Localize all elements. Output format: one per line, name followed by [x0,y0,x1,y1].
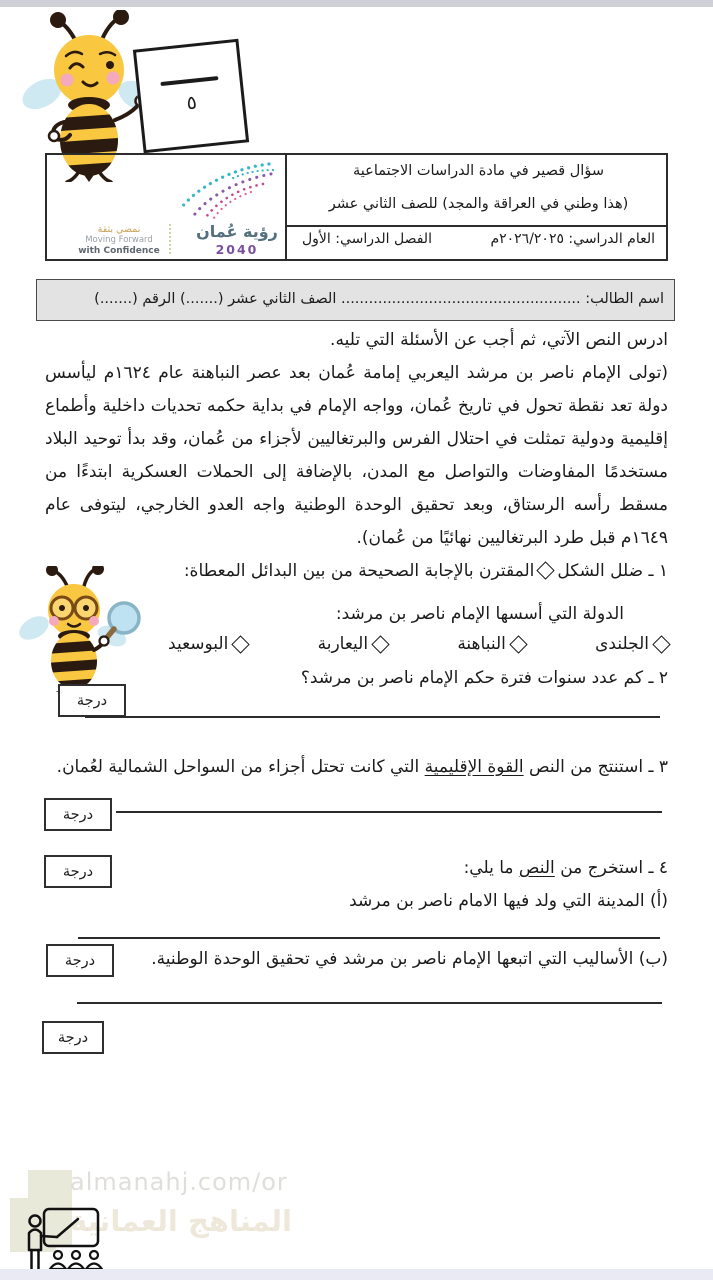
reading-passage: (تولى الإمام ناصر بن مرشد اليعربي إمامة عُمان بعد عصر النباهنة عام ١٦٢٤م ليأسس دولة تعد نقطة تحول في تاريخ عُمان، وواجه الإمام في بداية حكمه تحديات داخلية وأطماع إقليمية ودولية تمثلت في احتلال الفرس والبرتغاليين لأجزاء من عُمان، وقد بدأ توحيد البلاد مستخدمًا المفاوضات والتواصل مع المدن، بالإضافة إلى الحملات العسكرية ابتدءًا من مسقط رأسه الرستاق، وبعد تحقيق الوحدة الوطنية واجه العدو الخارجي، ليتوفى عام ١٦٤٩م قبل طرد البرتغاليين نهائيًا من عُمان). [45,363,668,548]
academic-year: العام الدراسي: ٢٠٢٦/٢٠٢٥م [490,231,655,247]
scan-bottom-edge [0,1269,713,1280]
option-label: اليعاربة [317,634,369,654]
vision-year: 2040 [215,242,259,257]
diamond-checkbox-icon [537,561,555,579]
question-4-underlined: النص [518,858,555,878]
vision-tagline-arabic: نمضي بثقة [97,224,141,235]
student-info-field[interactable]: اسم الطالب: .................................................... الصف الثاني عشر (.......) الرقم (.......) [36,279,675,321]
bee-magnifier-icon [18,566,160,696]
table-divider [285,155,287,259]
question-4-header [140,858,668,878]
exam-subject-title: سؤال قصير في مادة الدراسات الاجتماعية [353,163,604,179]
oman-vision-2040-logo [55,158,283,258]
question-4-suffix: ما يلي: [463,858,514,878]
question-1-options [168,634,668,654]
option-alyaariba[interactable] [318,634,387,654]
grade-box-q3[interactable]: درجة [44,798,112,831]
question-4b-text: (ب) الأساليب التي اتبعها الإمام ناصر بن مرشد في تحقيق الوحدة الوطنية. [151,949,668,969]
watermark-arabic: المناهج العمانية [70,1204,292,1238]
exam-unit-title: (هذا وطني في العراقة والمجد) للصف الثاني عشر [328,196,629,212]
diamond-checkbox-icon[interactable] [652,635,670,653]
option-alnabahina[interactable] [457,634,525,654]
option-label: الجلندى [595,634,649,654]
question-3-suffix: التي كانت تحتل أجزاء من السواحل الشمالية لعُمان. [56,757,420,777]
grade-box-q4[interactable]: درجة [44,855,112,888]
answer-line-q4a[interactable] [78,937,660,939]
option-label: النباهنة [457,634,506,654]
vision-name-arabic: رؤية عُمان [196,222,278,241]
diamond-checkbox-icon[interactable] [371,635,389,653]
question-3-text [45,757,668,777]
vision-tagline-en2: with Confidence [78,246,160,256]
grade-box-q4b[interactable]: درجة [46,944,114,977]
score-signboard [133,39,249,154]
answer-line-q4b[interactable] [77,1002,662,1004]
exam-term-row [292,231,665,247]
diamond-checkbox-icon[interactable] [232,635,250,653]
semester: الفصل الدراسي: الأول [302,231,432,247]
diamond-checkbox-icon[interactable] [509,635,527,653]
answer-line-q3[interactable] [116,811,662,813]
score-blank-line [160,76,218,86]
answer-line-q2[interactable] [85,716,660,718]
grade-box-q2[interactable]: درجة [58,684,126,717]
question-1-prefix: ١ ـ ضلل الشكل [557,561,668,581]
scan-top-edge [0,0,713,7]
option-aljulanda[interactable] [595,634,668,654]
instruction-line: ادرس النص الآتي، ثم أجب عن الأسئلة التي تليه. [330,330,668,350]
vision-tagline [77,224,161,257]
question-1-suffix: المقترن بالإجابة الصحيحة من بين البدائل المعطاة: [183,561,535,581]
question-1-prompt: الدولة التي أسسها الإمام ناصر بن مرشد: [335,604,624,624]
question-4-prefix: ٤ ـ استخرج من [560,858,668,878]
question-2-text: ٢ ـ كم عدد سنوات فترة حكم الإمام ناصر بن مرشد؟ [300,668,668,688]
question-4a-text: (أ) المدينة التي ولد فيها الامام ناصر بن مرشد [349,891,668,911]
question-3-underlined: القوة الإقليمية [424,757,524,777]
question-3-prefix: ٣ ـ استنتج من النص [529,757,668,777]
watermark-url: almanahj.com/or [70,1168,288,1196]
logo-divider [169,224,171,254]
score-max: ٥ [185,90,198,114]
grade-box-final[interactable]: درجة [42,1021,104,1054]
table-divider [287,225,666,227]
option-albusaid[interactable] [168,634,247,654]
vision-tagline-en1: Moving Forward [85,235,153,245]
option-label: البوسعيد [168,634,229,654]
